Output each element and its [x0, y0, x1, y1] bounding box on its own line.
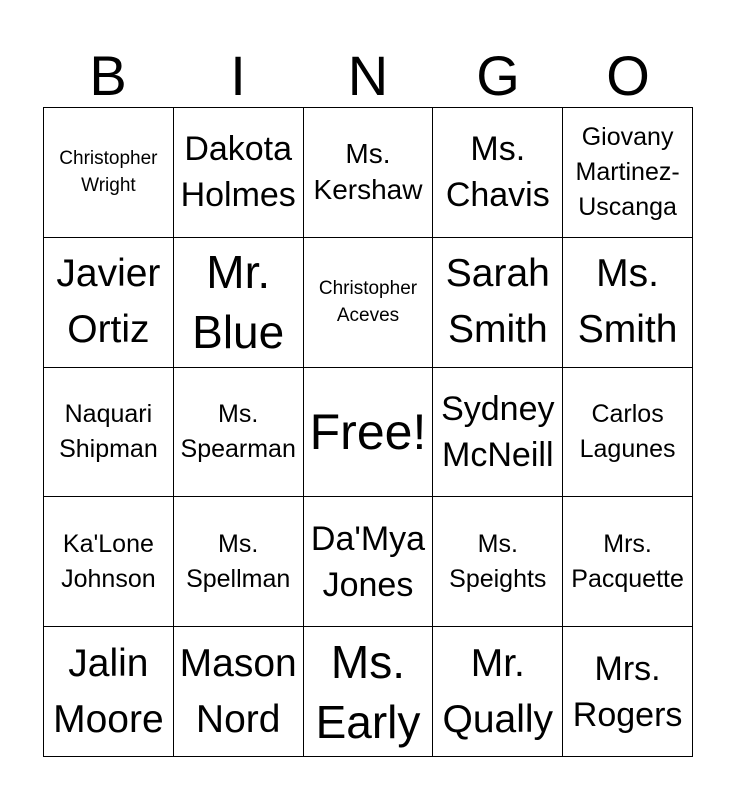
- bingo-cell-label: Da'Mya Jones: [310, 519, 426, 604]
- bingo-cell[interactable]: [44, 108, 174, 238]
- bingo-cell[interactable]: [304, 627, 434, 757]
- bingo-cell[interactable]: [174, 497, 304, 627]
- bingo-cell[interactable]: [174, 238, 304, 368]
- bingo-cell[interactable]: [563, 108, 693, 238]
- bingo-cell-label: Mrs. Rogers: [572, 649, 683, 734]
- header-letter-o: O: [606, 44, 650, 107]
- bingo-cell[interactable]: [563, 627, 693, 757]
- bingo-cell-label: Dakota Holmes: [180, 130, 296, 215]
- bingo-cell[interactable]: [44, 497, 174, 627]
- bingo-cell[interactable]: [563, 368, 693, 498]
- bingo-cell[interactable]: [44, 238, 174, 368]
- free-space-cell[interactable]: [304, 368, 434, 498]
- bingo-cell[interactable]: [174, 108, 304, 238]
- bingo-cell[interactable]: [433, 627, 563, 757]
- bingo-cell[interactable]: [433, 368, 563, 498]
- bingo-cell-label: Christopher Aceves: [318, 278, 418, 327]
- bingo-cell[interactable]: [563, 238, 693, 368]
- bingo-cell[interactable]: [433, 238, 563, 368]
- header-letter-b: B: [89, 44, 127, 107]
- bingo-cell-label: Ms. Kershaw: [313, 138, 423, 206]
- bingo-cell-label: Mr. Blue: [192, 246, 285, 359]
- header-letter-n: N: [347, 44, 389, 107]
- bingo-cell[interactable]: [563, 497, 693, 627]
- bingo-cell-label: Ms. Speights: [449, 529, 547, 593]
- bingo-cell-label: Jalin Moore: [53, 641, 164, 741]
- header-letter-g: G: [476, 44, 520, 107]
- bingo-cell-label: Ms. Spellman: [186, 529, 291, 593]
- bingo-cell[interactable]: [304, 108, 434, 238]
- bingo-cell[interactable]: [44, 627, 174, 757]
- bingo-cell-label: Carlos Lagunes: [579, 399, 676, 463]
- bingo-cell-label: Naquari Shipman: [59, 399, 158, 463]
- bingo-cell[interactable]: [174, 627, 304, 757]
- header-letter-i: I: [230, 44, 246, 107]
- bingo-cell-label: Ka'Lone Johnson: [61, 529, 156, 593]
- bingo-cell[interactable]: [44, 368, 174, 498]
- bingo-cell-label: Ms. Early: [315, 635, 421, 748]
- bingo-cell-label: Mr. Qually: [442, 641, 554, 741]
- bingo-cell-label: Free!: [309, 403, 427, 460]
- bingo-cell[interactable]: [433, 497, 563, 627]
- bingo-cell[interactable]: [304, 497, 434, 627]
- bingo-cell-label: Sydney McNeill: [441, 389, 555, 474]
- bingo-cell[interactable]: [174, 368, 304, 498]
- bingo-cell-label: Christopher Wright: [59, 148, 158, 197]
- bingo-header: [43, 44, 693, 108]
- bingo-cell-label: Mrs. Pacquette: [571, 529, 684, 593]
- bingo-cell-label: Ms. Chavis: [445, 130, 550, 215]
- bingo-cell-label: Mason Nord: [179, 641, 297, 741]
- bingo-cell-label: Giovany Martinez- Uscanga: [575, 122, 680, 221]
- bingo-cell-label: Ms. Smith: [577, 252, 678, 352]
- bingo-cell-label: Javier Ortiz: [56, 252, 161, 352]
- bingo-card-grid: [43, 107, 693, 757]
- bingo-cell-label: Ms. Spearman: [180, 399, 296, 463]
- bingo-cell[interactable]: [433, 108, 563, 238]
- bingo-cell-label: Sarah Smith: [445, 252, 550, 352]
- bingo-cell[interactable]: [304, 238, 434, 368]
